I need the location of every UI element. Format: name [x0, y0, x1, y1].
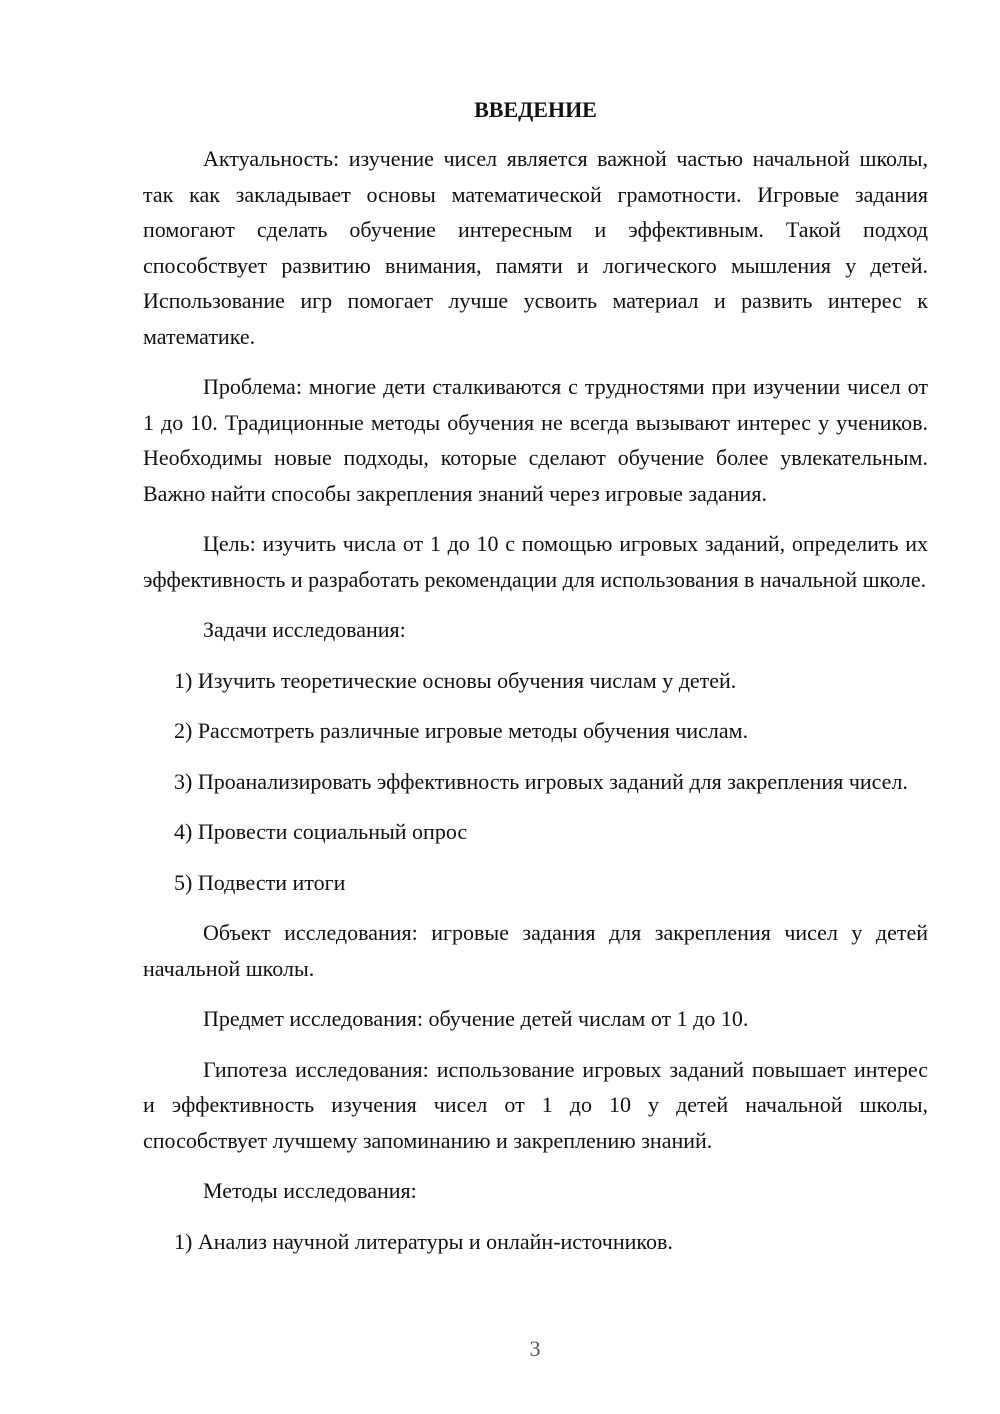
task-item-3: 3) Проанализировать эффективность игровых заданий для закрепления чисел. — [174, 768, 908, 794]
paragraph-hypothesis: Гипотеза исследования: использование игровых заданий повышает интерес и эффективность изучения чисел от 1 до 10 у детей начальной школы, способствует лучшему запоминанию и закреплению знаний. — [143, 1056, 928, 1153]
tasks-heading: Задачи исследования: — [203, 617, 406, 642]
page-content — [143, 92, 928, 1259]
paragraph-relevance: Актуальность: изучение чисел является важной частью начальной школы, так как закладывает основы математической грамотности. Игровые задания помогают сделать обучение интересным и эффективным. Такой подход способствует развитию внимания, памяти и логического мышления у детей. Использование игр помогает лучше усвоить материал и развить интерес к математике. — [143, 146, 928, 349]
task-item-2: 2) Рассмотреть различные игровые методы обучения числам. — [174, 718, 749, 743]
paragraph-problem: Проблема: многие дети сталкиваются с трудностями при изучении чисел от 1 до 10. Традиционные методы обучения не всегда вызывают интерес у учеников. Необходимы новые подходы, которые сделают обучение более увлекательным. Важно найти способы закрепления знаний через игровые задания. — [143, 374, 928, 506]
method-item-1: 1) Анализ научной литературы и онлайн-источников. — [174, 1228, 673, 1254]
page-number: 3 — [529, 1336, 541, 1361]
methods-heading: Методы исследования: — [203, 1178, 417, 1203]
paragraph-subject: Предмет исследования: обучение детей числам от 1 до 10. — [203, 1006, 749, 1031]
paragraph-object: Объект исследования: игровые задания для закрепления чисел у детей начальной школы. — [143, 920, 928, 981]
paragraph-goal: Цель: изучить числа от 1 до 10 с помощью игровых заданий, определить их эффективность и разработать рекомендации для использования в начальной школе. — [143, 531, 928, 592]
task-item-4: 4) Провести социальный опрос — [174, 819, 468, 844]
section-title: ВВЕДЕНИЕ — [474, 97, 597, 122]
task-item-1: 1) Изучить теоретические основы обучения числам у детей. — [174, 667, 737, 693]
task-item-5: 5) Подвести итоги — [174, 869, 346, 895]
